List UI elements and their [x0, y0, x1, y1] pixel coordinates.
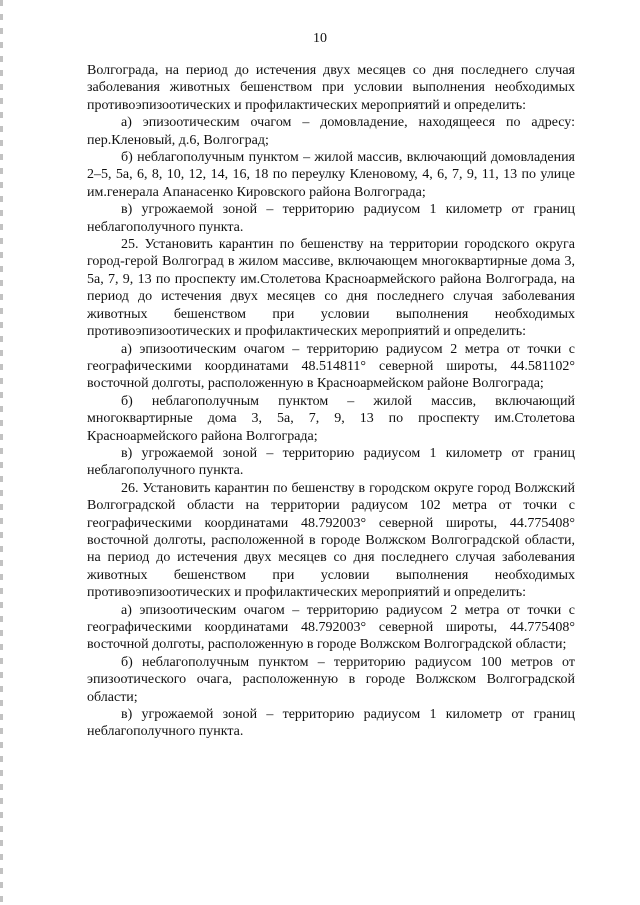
- paragraph: б) неблагополучным пунктом – жилой массив, включающий домовладения 2–5, 5а, 6, 8, 10, 12, 14, 16, 18 по переулку Кленовому, 4, 6, 7, 9, 11, 13 по улице им.генерала Апанасенко Кировского района Волгограда;: [87, 150, 575, 200]
- paragraph: а) эпизоотическим очагом – территорию радиусом 2 метра от точки с географическими координатами 48.514811° северной широты, 44.581102° восточной долготы, расположенную в Красноармейском районе Волгограда;: [87, 341, 575, 392]
- paragraph: в) угрожаемой зоной – территорию радиусом 1 километр от границ неблагополучного пункта.: [87, 707, 575, 740]
- page-number: 10: [313, 31, 327, 46]
- paragraph: 26. Установить карантин по бешенству в городском округе город Волжский Волгоградской области на территории радиусом 102 метра от точки с географическими координатами 48.792003° северной широты, 44.775408° восточной долготы, расположенной в городе Волжском Волгоградской области, на период до истечения двух месяцев со дня последнего случая заболевания животных бешенством при условии выполнения необходимых противоэпизоотических и профилактических мероприятий и определить:: [87, 480, 575, 601]
- scan-edge-mark: [0, 0, 3, 905]
- paragraph: Волгограда, на период до истечения двух месяцев со дня последнего случая заболевания животных бешенством при условии выполнения необходимых противоэпизоотических и профилактических мероприятий и определить:: [87, 63, 575, 113]
- paragraph: б) неблагополучным пунктом – территорию радиусом 100 метров от эпизоотического очага, расположенную в городе Волжском Волгоградской области;: [87, 654, 575, 705]
- paragraph: а) эпизоотическим очагом – домовладение, находящееся по адресу: пер.Кленовый, д.6, Волгоград;: [87, 115, 575, 148]
- paragraph: в) угрожаемой зоной – территорию радиусом 1 километр от границ неблагополучного пункта.: [87, 202, 575, 235]
- paragraph: а) эпизоотическим очагом – территорию радиусом 2 метра от точки с географическими координатами 48.792003° северной широты, 44.775408° восточной долготы, расположенную в городе Волжском Волгоградской области;: [87, 602, 575, 653]
- paragraph: б) неблагополучным пунктом – жилой массив, включающий многоквартирные дома 3, 5а, 7, 9, 13 по проспекту им.Столетова Красноармейского района Волгограда;: [87, 393, 575, 444]
- paragraph: в) угрожаемой зоной – территорию радиусом 1 километр от границ неблагополучного пункта.: [87, 445, 575, 479]
- document-body: [87, 62, 575, 741]
- paragraph: 25. Установить карантин по бешенству на территории городского округа город-герой Волгоград в жилом массиве, включающем многоквартирные дома 3, 5а, 7, 9, 13 по проспекту им.Столетова Красноармейского района Волгограда, на период до истечения двух месяцев со дня последнего случая заболевания животных бешенством при условии выполнения необходимых противоэпизоотических и профилактических мероприятий и определить:: [87, 237, 575, 340]
